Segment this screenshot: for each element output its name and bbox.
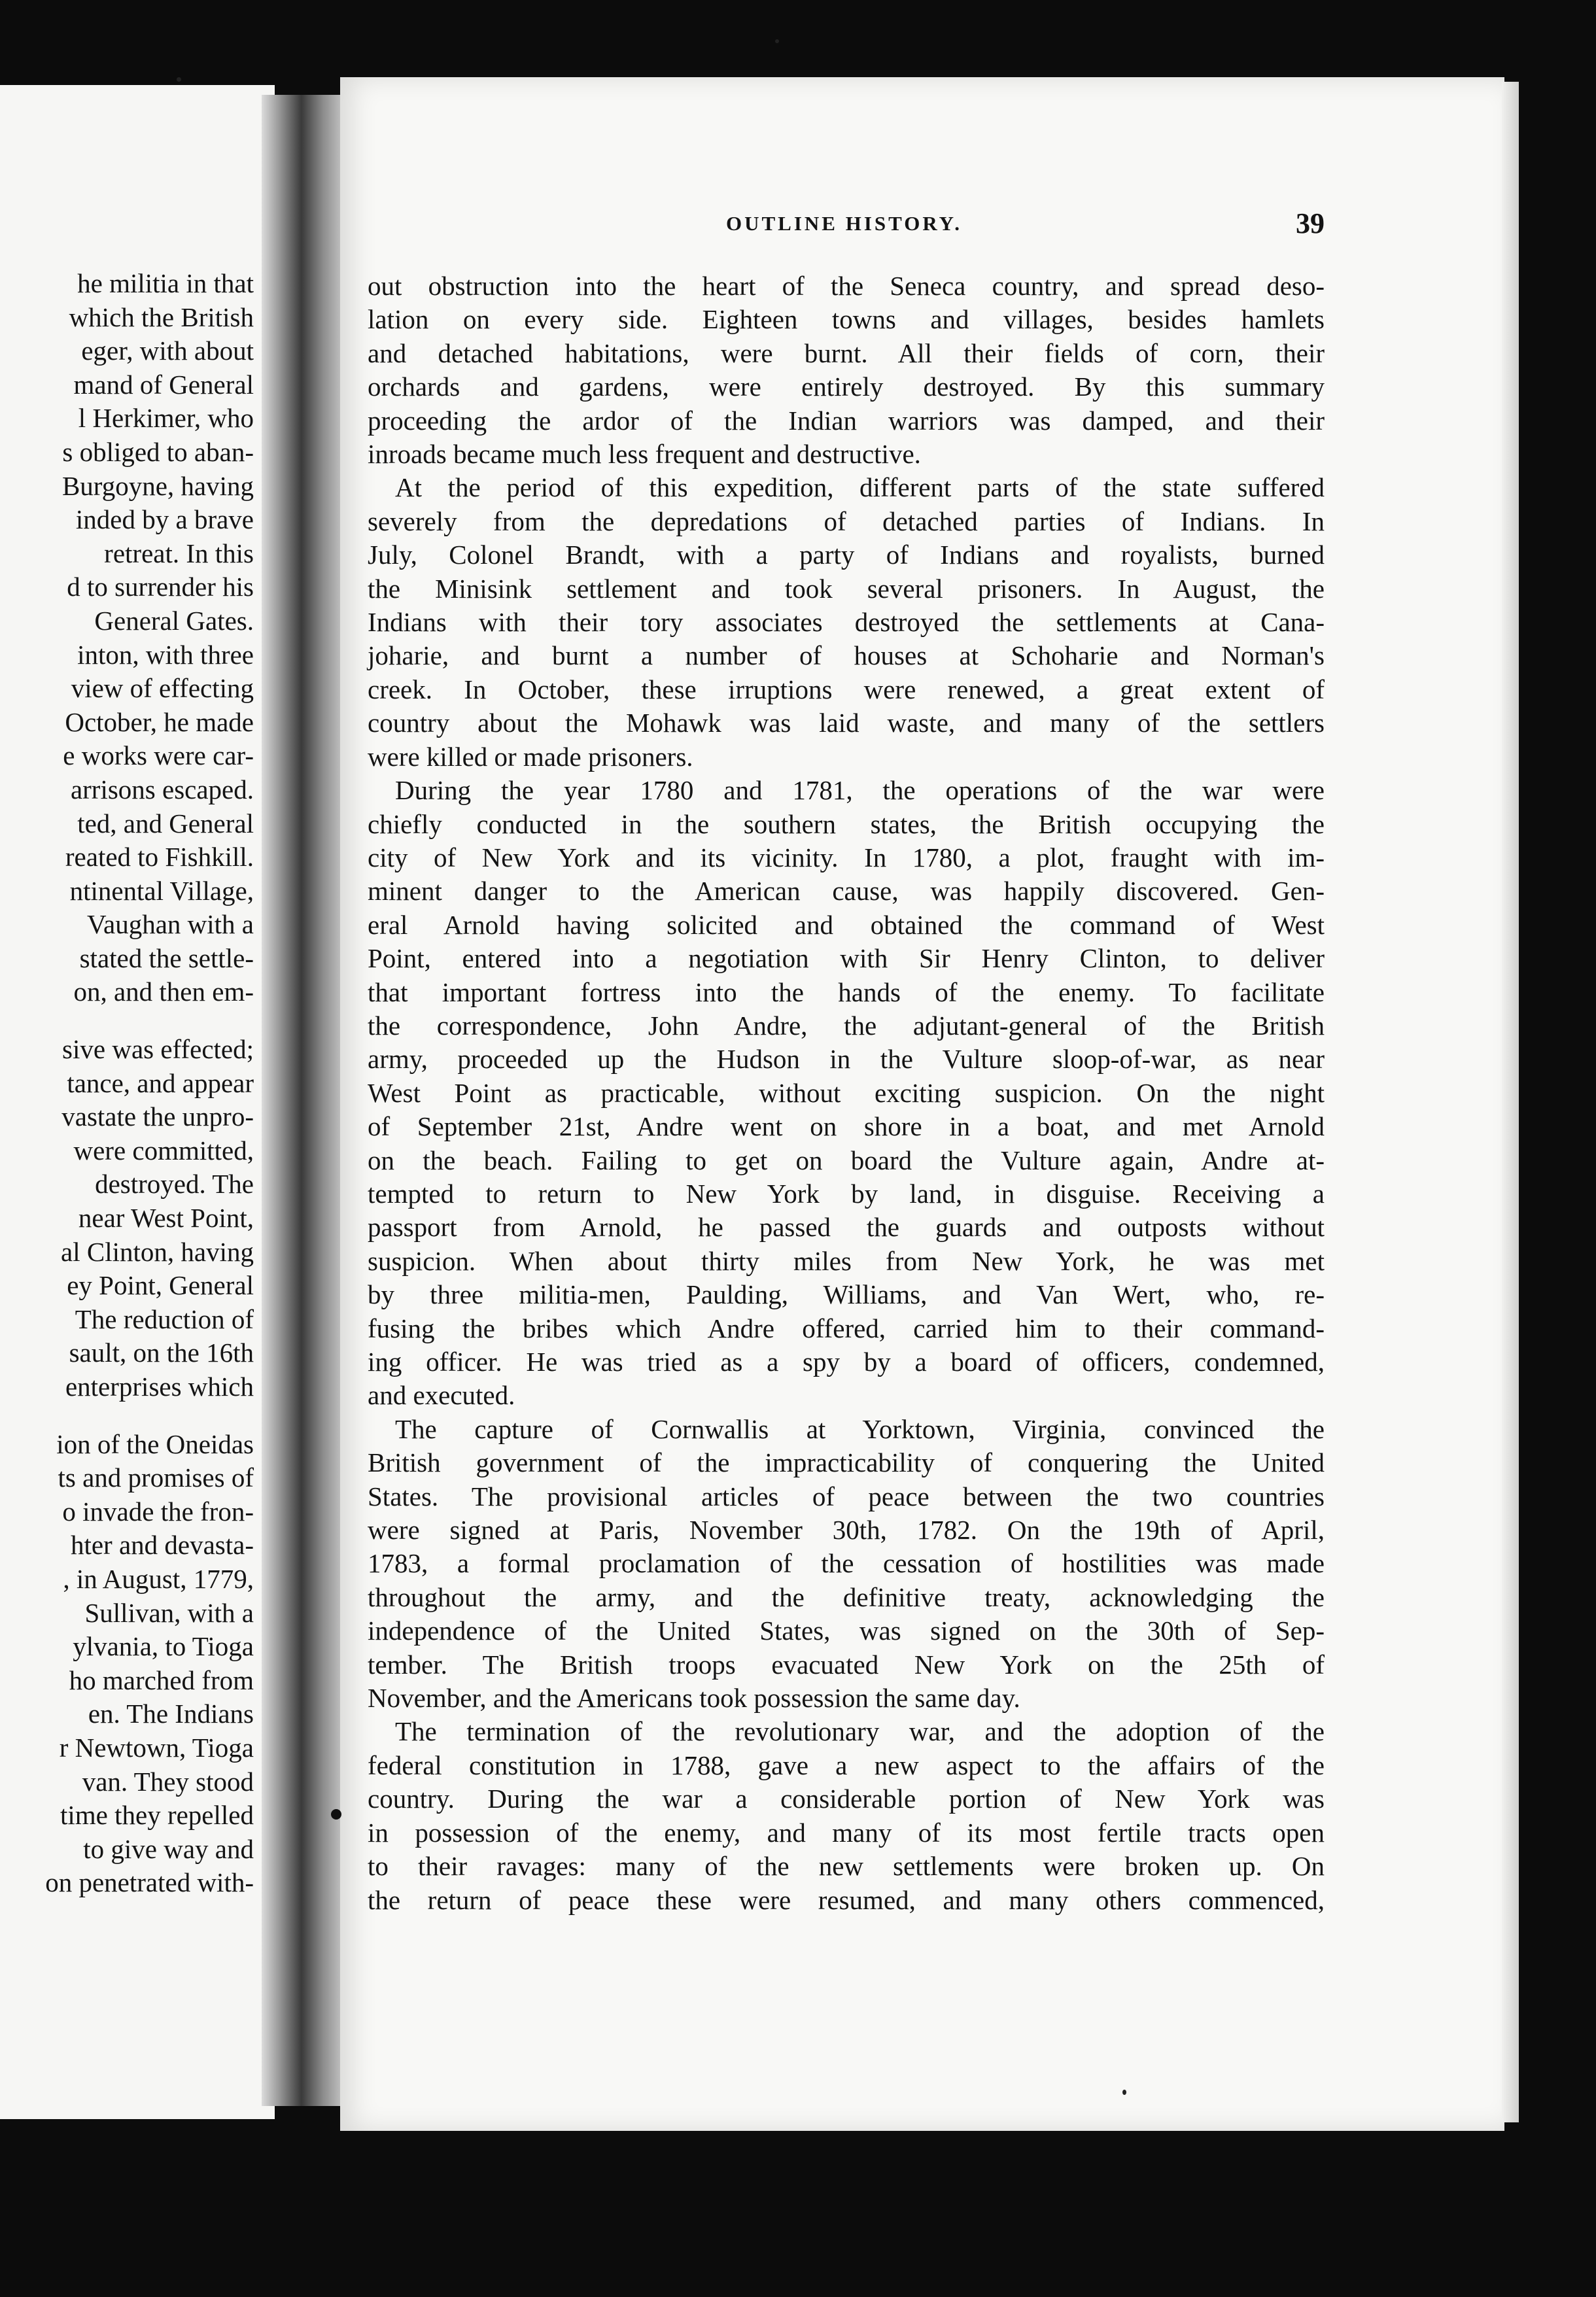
text-line: British government of the impracticability of conquering the United — [368, 1447, 1325, 1478]
text-line: federal constitution in 1788, gave a new aspect to the affairs of the — [368, 1750, 1325, 1780]
left-page-line: en. The Indians — [88, 1699, 254, 1729]
text-line: eral Arnold having solicited and obtained the command of West — [368, 909, 1325, 940]
text-line: July, Colonel Brandt, with a party of Indians and royalists, burned — [368, 540, 1325, 570]
text-line: the correspondence, John Andre, the adjutant-general of the British — [368, 1010, 1325, 1041]
left-page-line: inded by a brave — [75, 504, 254, 535]
text-line: of September 21st, Andre went on shore in a boat, and met Arnold — [368, 1111, 1325, 1142]
text-line: tempted to return to New York by land, in disguise. Receiving a — [368, 1178, 1325, 1209]
text-line: During the year 1780 and 1781, the operations of the war were — [395, 775, 1325, 806]
page-body-text — [368, 269, 1325, 1917]
text-line: The capture of Cornwallis at Yorktown, Virginia, convinced the — [395, 1413, 1325, 1444]
left-page-line: view of effecting — [71, 673, 254, 704]
text-line: At the period of this expedition, different parts of the state suffered — [395, 472, 1325, 503]
left-page-line: were committed, — [73, 1135, 254, 1166]
text-line: and executed. — [368, 1380, 515, 1411]
left-page-line: al Clinton, having — [61, 1236, 254, 1267]
left-page-line: ho marched from — [69, 1665, 254, 1695]
text-line: and detached habitations, were burnt. All their fields of corn, their — [368, 337, 1325, 368]
text-line: West Point as practicable, without exciting suspicion. On the night — [368, 1077, 1325, 1108]
text-line: Indians with their tory associates destroyed the settlements at Cana- — [368, 607, 1325, 638]
text-line: the return of peace these were resumed, and many others commenced, — [368, 1884, 1325, 1915]
margin-ink-dot — [331, 1809, 341, 1820]
left-page-line: enterprises which — [65, 1372, 254, 1402]
text-line: country. During the war a considerable portion of New York was — [368, 1784, 1325, 1814]
text-line: proceeding the ardor of the Indian warriors was damped, and their — [368, 405, 1325, 436]
running-head-title: OUTLINE HISTORY. — [726, 212, 962, 235]
text-line: ing officer. He was tried as a spy by a board of officers, condemned, — [368, 1347, 1325, 1377]
left-page-line: ylvania, to Tioga — [73, 1631, 254, 1662]
text-line: throughout the army, and the definitive treaty, acknowledging the — [368, 1581, 1325, 1612]
text-line: in possession of the enemy, and many of its most fertile tracts open — [368, 1817, 1325, 1848]
left-page-line: sive was effected; — [62, 1034, 254, 1065]
left-page-line: eger, with about — [81, 336, 254, 366]
text-line: on the beach. Failing to get on board the Vulture again, Andre at- — [368, 1145, 1325, 1175]
text-line: suspicion. When about thirty miles from New York, he was met — [368, 1245, 1325, 1276]
text-line: 1783, a formal proclamation of the cessation of hostilities was made — [368, 1548, 1325, 1579]
right-page — [340, 77, 1504, 2131]
text-line: tember. The British troops evacuated New York on the 25th of — [368, 1649, 1325, 1680]
text-line: inroads became much less frequent and destructive. — [368, 439, 921, 470]
left-page-line: Burgoyne, having — [61, 470, 254, 501]
text-line: army, proceeded up the Hudson in the Vulture sloop-of-war, as near — [368, 1044, 1325, 1075]
text-line: to their ravages: many of the new settlements were broken up. On — [368, 1851, 1325, 1882]
left-page-line: he militia in that — [77, 268, 254, 298]
text-line: severely from the depredations of detached parties of Indians. In — [368, 506, 1325, 536]
text-line: minent danger to the American cause, was happily discovered. Gen- — [368, 876, 1325, 907]
text-line: joharie, and burnt a number of houses at Schoharie and Norman's — [368, 640, 1325, 671]
left-page-line: reated to Fishkill. — [65, 842, 254, 872]
left-page-line: inton, with three — [77, 639, 254, 670]
left-page-line: tance, and appear — [67, 1067, 254, 1098]
text-line: by three militia-men, Paulding, Williams, and Van Wert, who, re- — [368, 1279, 1325, 1310]
left-page-line: October, he made — [65, 706, 254, 737]
text-line: November, and the Americans took possession the same day. — [368, 1683, 1020, 1714]
text-line: creek. In October, these irruptions were renewed, a great extent of — [368, 674, 1325, 704]
text-line: country about the Mohawk was laid waste, and many of the settlers — [368, 708, 1325, 738]
left-page-line: van. They stood — [82, 1766, 254, 1797]
left-page-line: d to surrender his — [67, 572, 254, 602]
left-page-line: time they repelled — [60, 1800, 254, 1831]
text-line: independence of the United States, was signed on the 30th of Sep- — [368, 1615, 1325, 1646]
left-page-line: ted, and General — [77, 808, 254, 838]
text-line: city of New York and its vicinity. In 1780, a plot, fraught with im- — [368, 842, 1325, 872]
text-line: chiefly conducted in the southern states, the British occupying the — [368, 808, 1325, 839]
left-page-line: hter and devasta- — [70, 1530, 254, 1561]
left-page-text-fragment — [0, 267, 254, 1900]
text-line: were signed at Paris, November 30th, 1782. On the 19th of April, — [368, 1515, 1325, 1546]
text-line: out obstruction into the heart of the Seneca country, and spread deso- — [368, 271, 1325, 301]
left-page-line: o invade the fron- — [62, 1496, 254, 1527]
left-page-line: Sullivan, with a — [84, 1597, 254, 1628]
left-page-line: arrisons escaped. — [70, 774, 254, 804]
left-page-line: General Gates. — [94, 605, 254, 636]
page-edge — [1502, 82, 1519, 2122]
text-line: States. The provisional articles of peace between the two countries — [368, 1481, 1325, 1511]
left-page-line: vastate the unpro- — [61, 1101, 254, 1132]
left-page — [0, 85, 275, 2119]
text-line: The termination of the revolutionary war, and the adoption of the — [395, 1716, 1325, 1747]
left-page-line: ion of the Oneidas — [56, 1428, 254, 1459]
left-page-line: ntinental Village, — [69, 875, 254, 906]
left-page-line: destroyed. The — [95, 1169, 254, 1200]
left-page-line: ey Point, General — [67, 1270, 254, 1301]
scan-speck — [775, 39, 779, 43]
scan-speck — [177, 77, 181, 82]
left-page-line: on penetrated with- — [45, 1867, 254, 1898]
text-line: fusing the bribes which Andre offered, carried him to their command- — [368, 1313, 1325, 1343]
left-page-line: , in August, 1779, — [63, 1563, 254, 1594]
text-line: were killed or made prisoners. — [368, 741, 693, 772]
left-page-line: Vaughan with a — [86, 909, 254, 940]
text-line: passport from Arnold, he passed the guards and outposts without — [368, 1212, 1325, 1243]
left-page-line: which the British — [69, 302, 254, 332]
text-line: the Minisink settlement and took several prisoners. In August, the — [368, 573, 1325, 604]
left-page-line: e works were car- — [63, 740, 254, 771]
text-line: orchards and gardens, were entirely destroyed. By this summary — [368, 371, 1325, 402]
left-page-line: r Newtown, Tioga — [59, 1732, 254, 1763]
left-page-line: near West Point, — [78, 1203, 254, 1234]
text-line: lation on every side. Eighteen towns and villages, besides hamlets — [368, 304, 1325, 335]
scan-speck — [1122, 2090, 1126, 2095]
text-line: Point, entered into a negotiation with Sir Henry Clinton, to deliver — [368, 943, 1325, 974]
left-page-line: stated the settle- — [79, 942, 254, 973]
page-number: 39 — [1296, 207, 1325, 239]
left-page-line: to give way and — [83, 1833, 254, 1864]
left-page-line: The reduction of — [75, 1304, 254, 1334]
left-page-line: retreat. In this — [104, 538, 254, 568]
left-page-line: on, and then em- — [73, 976, 254, 1007]
left-page-line: l Herkimer, who — [78, 403, 254, 434]
left-page-line: ts and promises of — [58, 1462, 254, 1493]
left-page-line: mand of General — [73, 369, 254, 400]
left-page-line: s obliged to aban- — [62, 436, 254, 467]
text-line: that important fortress into the hands of the enemy. To facilitate — [368, 976, 1325, 1007]
left-page-line: sault, on the 16th — [69, 1338, 254, 1368]
